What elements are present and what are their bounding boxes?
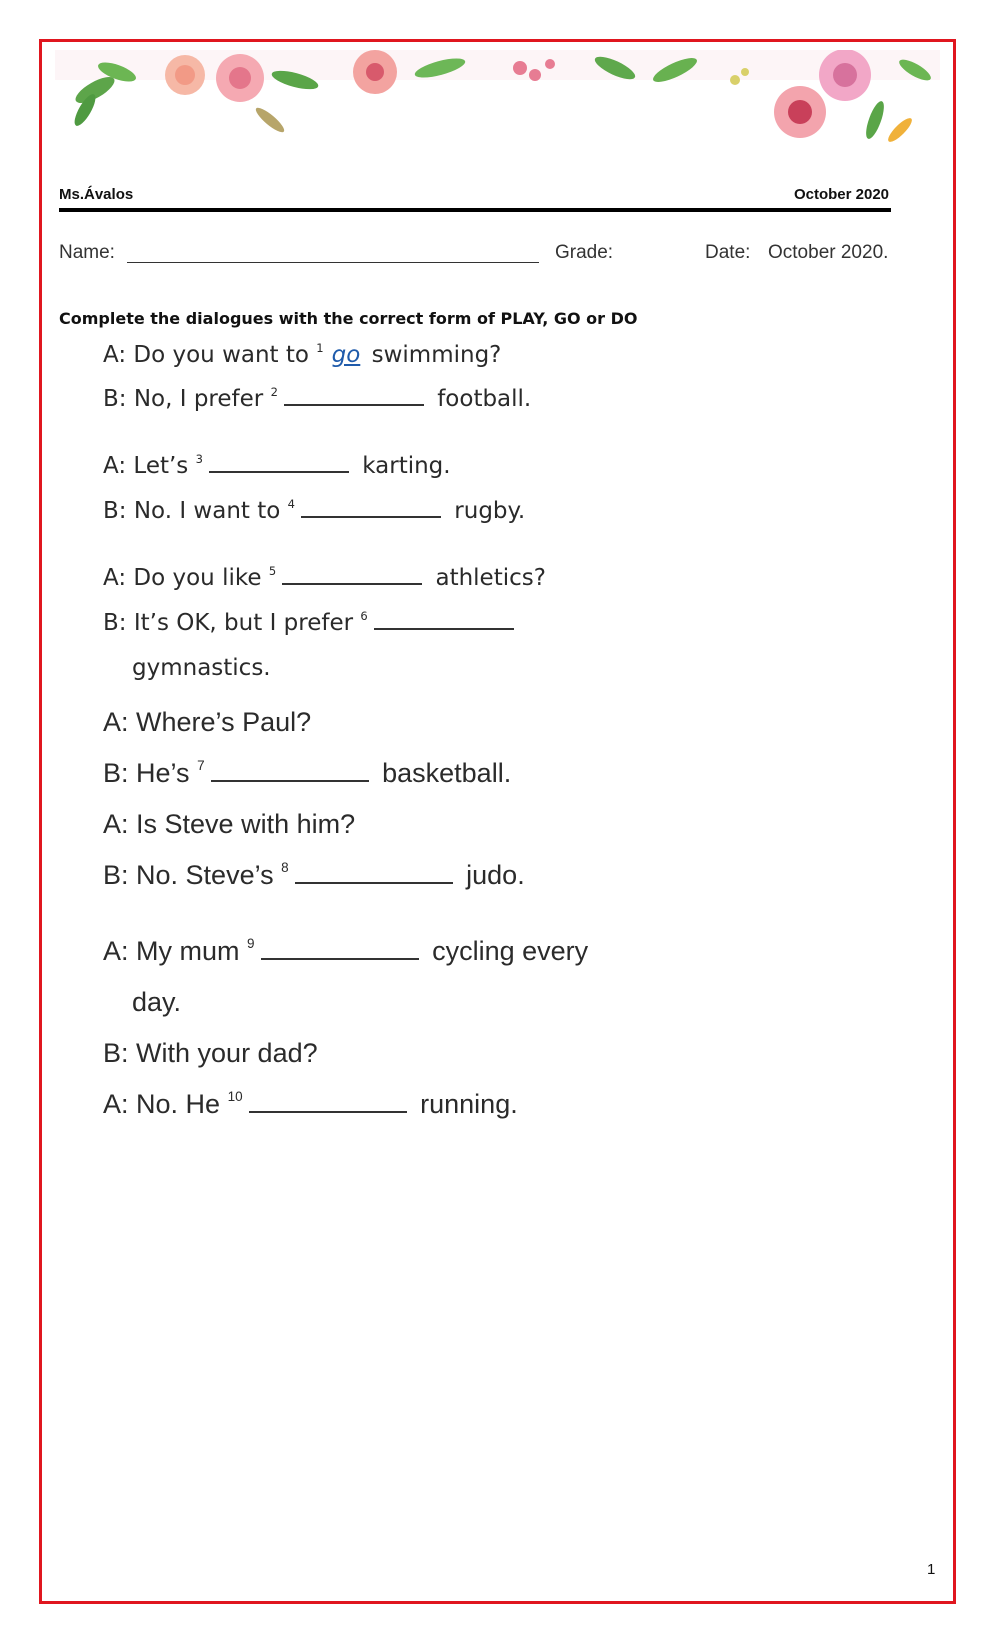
- answer-blank-3[interactable]: [209, 470, 349, 473]
- line-text: No. I want to: [133, 498, 281, 524]
- blank-number: 3: [195, 451, 203, 466]
- header-row: [59, 186, 889, 208]
- speaker: A:: [103, 565, 127, 591]
- line-text: rugby.: [454, 498, 526, 524]
- dialogue-line-11-cont: [132, 987, 181, 1018]
- speaker: A:: [103, 342, 127, 368]
- teacher-name: Ms.Ávalos: [59, 186, 134, 203]
- dialogue-line-5: [103, 565, 546, 591]
- floral-banner: [55, 50, 940, 160]
- date-value: October 2020.: [768, 242, 889, 263]
- line-text: Let’s: [133, 453, 189, 479]
- line-text: Do you want to: [133, 342, 309, 368]
- line-text: No. He: [136, 1089, 221, 1119]
- line-text: With your dad?: [136, 1038, 318, 1068]
- student-info-row: [59, 242, 919, 272]
- blank-number: 2: [270, 384, 278, 399]
- dialogue-line-10: [103, 860, 525, 891]
- flower-2: [216, 54, 264, 102]
- line-text: judo.: [466, 860, 525, 890]
- dialogue-line-4: [103, 498, 525, 524]
- instructions: Complete the dialogues with the correct form of PLAY, GO or DO: [59, 309, 638, 328]
- answer-blank-7[interactable]: [211, 779, 369, 782]
- grade-label: Grade:: [555, 242, 614, 263]
- answer-blank-4[interactable]: [301, 515, 441, 518]
- line-text: It’s OK, but I prefer: [133, 610, 354, 636]
- line-text: Where’s Paul?: [136, 707, 312, 737]
- dialogue-line-8: [103, 758, 511, 789]
- dialogue-line-13: [103, 1089, 518, 1120]
- line-text: No. Steve’s: [136, 860, 274, 890]
- dialogue-line-9: [103, 809, 355, 840]
- line-text: My mum: [136, 936, 240, 966]
- blank-number: 8: [281, 859, 289, 875]
- dialogue-line-11: [103, 936, 588, 967]
- page-number: 1: [927, 1561, 936, 1578]
- dialogue-line-12: [103, 1038, 318, 1069]
- blank-number: 4: [287, 496, 295, 511]
- speaker: B:: [103, 386, 127, 412]
- speaker: A:: [103, 453, 127, 479]
- name-label: Name:: [59, 242, 115, 263]
- line-text: He’s: [136, 758, 190, 788]
- line-text: cycling every: [432, 936, 589, 966]
- answer-blank-6[interactable]: [374, 627, 514, 630]
- answer-blank-2[interactable]: [284, 403, 424, 406]
- flower-5: [774, 86, 826, 138]
- line-text: No, I prefer: [133, 386, 264, 412]
- header-rule: [59, 208, 891, 212]
- answer-blank-9[interactable]: [261, 957, 419, 960]
- dialogue-line-7: [103, 707, 311, 738]
- line-text: Do you like: [133, 565, 262, 591]
- blank-number: 7: [197, 757, 205, 773]
- blank-number: 6: [360, 608, 368, 623]
- flower-4: [819, 50, 871, 101]
- speaker: B:: [103, 498, 127, 524]
- line-text: day.: [132, 987, 182, 1017]
- date-label: Date:: [705, 242, 751, 263]
- line-text: football.: [437, 386, 532, 412]
- dialogue-line-1: [103, 342, 501, 368]
- flower-3: [353, 50, 397, 94]
- blank-number: 5: [268, 563, 277, 578]
- line-text: swimming?: [371, 342, 502, 368]
- line-text: athletics?: [435, 565, 546, 591]
- name-field[interactable]: [127, 262, 539, 263]
- line-text: Is Steve with him?: [136, 809, 356, 839]
- line-text: running.: [420, 1089, 518, 1119]
- line-text: basketball.: [382, 758, 512, 788]
- dialogue-line-6-cont: [132, 655, 271, 681]
- blank-number: 9: [247, 935, 255, 951]
- dialogue-line-6: [103, 610, 520, 636]
- dialogue-line-3: [103, 453, 451, 479]
- speaker: A:: [103, 707, 129, 737]
- line-text: karting.: [362, 453, 451, 479]
- answer-blank-5[interactable]: [282, 582, 422, 585]
- blank-number: 10: [227, 1088, 243, 1104]
- blank-number: 1: [316, 340, 324, 355]
- dialogue-line-2: [103, 386, 531, 412]
- answer-blank-8[interactable]: [295, 881, 453, 884]
- speaker: B:: [103, 610, 127, 636]
- speaker: B:: [103, 1038, 129, 1068]
- speaker: A:: [103, 936, 129, 966]
- speaker: A:: [103, 1089, 129, 1119]
- speaker: B:: [103, 758, 129, 788]
- flower-1: [165, 55, 205, 95]
- speaker: A:: [103, 809, 129, 839]
- line-text: gymnastics.: [132, 655, 271, 681]
- example-answer: go: [331, 342, 361, 368]
- answer-blank-10[interactable]: [249, 1110, 407, 1113]
- speaker: B:: [103, 860, 129, 890]
- header-date: October 2020: [793, 186, 889, 203]
